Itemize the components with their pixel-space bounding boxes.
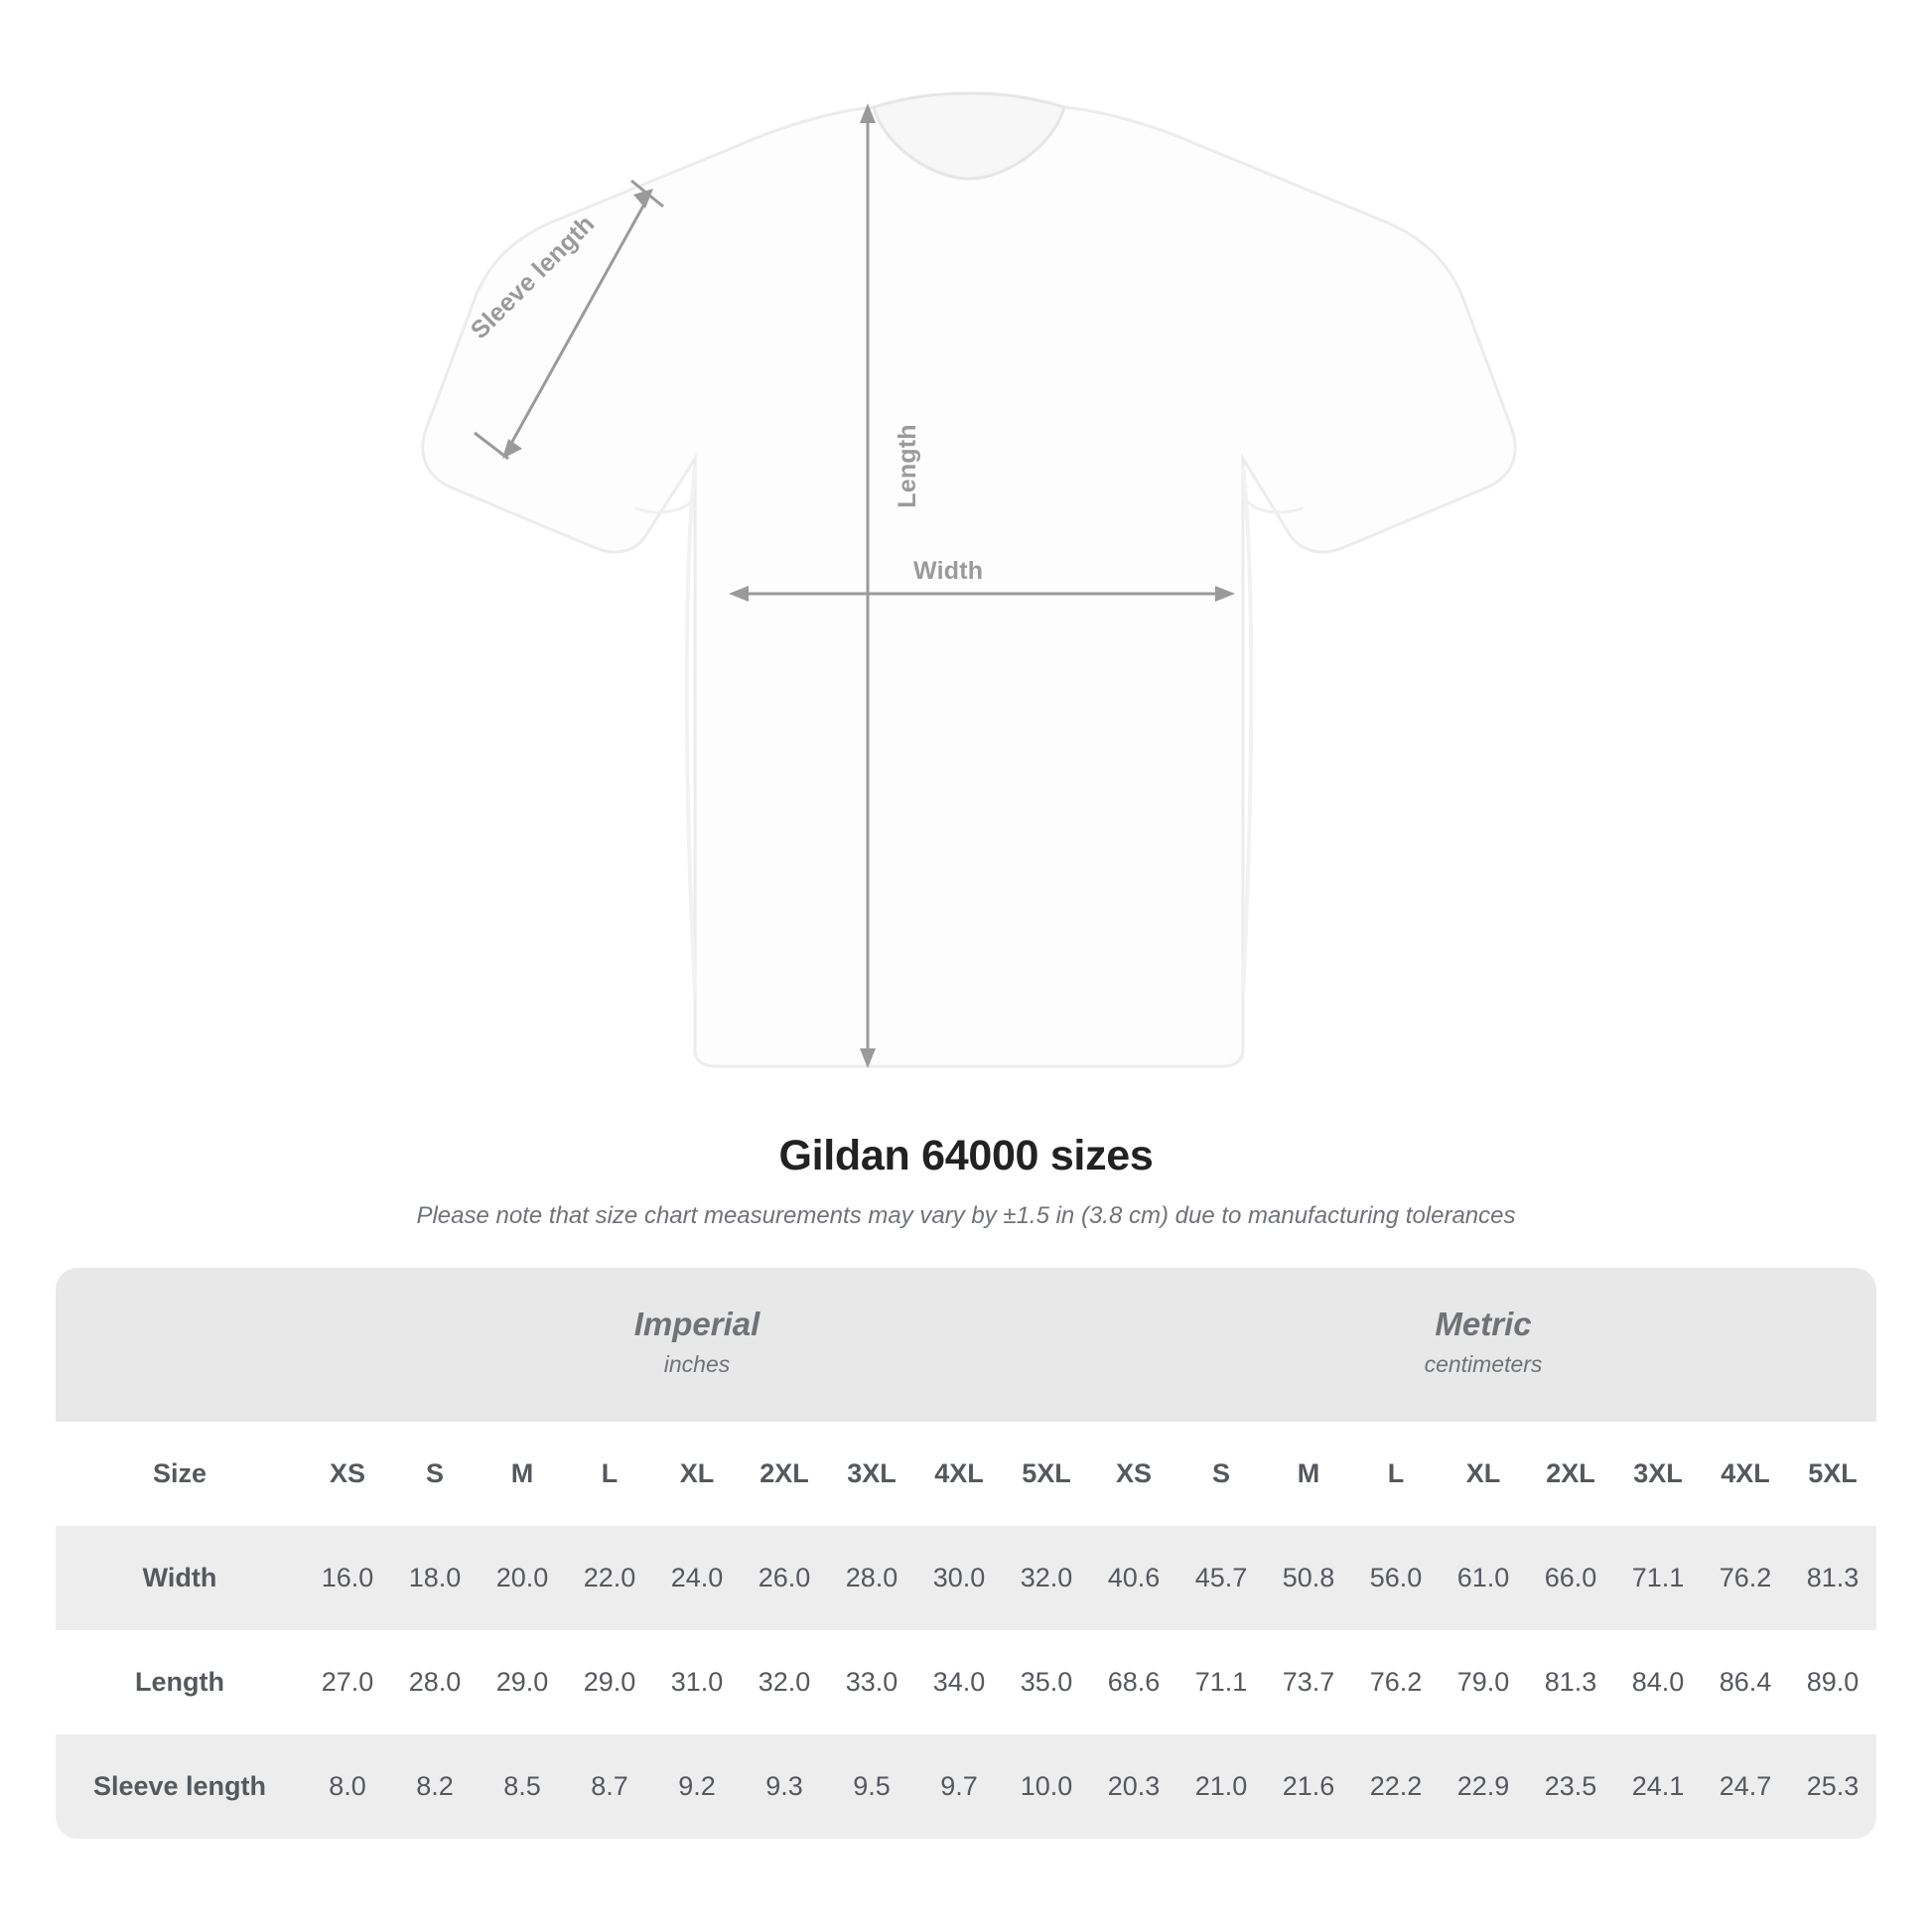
table-cell: 50.8 <box>1265 1526 1352 1630</box>
unit-sublabel: inches <box>663 1351 731 1378</box>
table-cell: 9.3 <box>741 1734 828 1839</box>
size-column-header: M <box>479 1422 566 1526</box>
table-row <box>56 1526 1876 1630</box>
table-cell: 61.0 <box>1440 1526 1527 1630</box>
size-table-container <box>56 1268 1876 1839</box>
table-cell: 33.0 <box>828 1630 915 1734</box>
table-cell: 8.5 <box>479 1734 566 1839</box>
table-cell: 29.0 <box>479 1630 566 1734</box>
table-cell: 34.0 <box>915 1630 1003 1734</box>
table-cell: 71.1 <box>1177 1630 1265 1734</box>
size-column-header: XL <box>1440 1422 1527 1526</box>
row-header-sleeve-length: Sleeve length <box>56 1734 304 1839</box>
size-column-header: 2XL <box>741 1422 828 1526</box>
table-cell: 71.1 <box>1614 1526 1702 1630</box>
table-cell: 28.0 <box>391 1630 479 1734</box>
table-cell: 9.7 <box>915 1734 1003 1839</box>
table-cell: 35.0 <box>1003 1630 1090 1734</box>
table-cell: 76.2 <box>1352 1630 1440 1734</box>
size-column-header: 3XL <box>1614 1422 1702 1526</box>
sleeve-length-label: Sleeve length <box>465 209 601 345</box>
tolerance-note: Please note that size chart measurements may vary by ±1.5 in (3.8 cm) due to manufacturing tolerances <box>416 1202 1516 1229</box>
table-cell: 40.6 <box>1090 1526 1177 1630</box>
size-column-header: 3XL <box>828 1422 915 1526</box>
table-row <box>56 1630 1876 1734</box>
unit-name: Imperial <box>633 1306 760 1343</box>
table-cell: 84.0 <box>1614 1630 1702 1734</box>
size-column-header: L <box>1352 1422 1440 1526</box>
table-cell: 20.0 <box>479 1526 566 1630</box>
size-header-row <box>56 1422 1876 1526</box>
table-cell: 32.0 <box>1003 1526 1090 1630</box>
table-cell: 66.0 <box>1527 1526 1614 1630</box>
size-table <box>56 1268 1876 1839</box>
row-header-length: Length <box>56 1630 304 1734</box>
table-cell: 68.6 <box>1090 1630 1177 1734</box>
table-cell: 21.6 <box>1265 1734 1352 1839</box>
table-cell: 28.0 <box>828 1526 915 1630</box>
unit-header-row <box>56 1268 1876 1422</box>
table-cell: 18.0 <box>391 1526 479 1630</box>
width-label: Width <box>913 557 984 585</box>
table-cell: 21.0 <box>1177 1734 1265 1839</box>
unit-sublabel: centimeters <box>1424 1351 1543 1378</box>
unit-header-metric <box>1090 1268 1876 1422</box>
table-cell: 24.1 <box>1614 1734 1702 1839</box>
size-column-header: XL <box>653 1422 741 1526</box>
table-cell: 30.0 <box>915 1526 1003 1630</box>
table-cell: 89.0 <box>1789 1630 1876 1734</box>
table-cell: 29.0 <box>566 1630 653 1734</box>
table-cell: 32.0 <box>741 1630 828 1734</box>
size-column-header: XS <box>1090 1422 1177 1526</box>
table-cell: 22.2 <box>1352 1734 1440 1839</box>
table-cell: 20.3 <box>1090 1734 1177 1839</box>
size-column-header: S <box>1177 1422 1265 1526</box>
row-header-width: Width <box>56 1526 304 1630</box>
size-column-header: 5XL <box>1003 1422 1090 1526</box>
size-column-header: 2XL <box>1527 1422 1614 1526</box>
table-cell: 24.0 <box>653 1526 741 1630</box>
table-cell: 26.0 <box>741 1526 828 1630</box>
unit-header-imperial <box>304 1268 1090 1422</box>
table-cell: 86.4 <box>1702 1630 1789 1734</box>
size-column-header: XS <box>304 1422 391 1526</box>
size-column-header: 4XL <box>1702 1422 1789 1526</box>
table-cell: 56.0 <box>1352 1526 1440 1630</box>
table-cell: 16.0 <box>304 1526 391 1630</box>
table-row <box>56 1734 1876 1839</box>
table-cell: 45.7 <box>1177 1526 1265 1630</box>
size-row-header: Size <box>56 1422 304 1526</box>
unit-row-spacer <box>56 1268 304 1422</box>
table-cell: 27.0 <box>304 1630 391 1734</box>
table-cell: 25.3 <box>1789 1734 1876 1839</box>
table-cell: 31.0 <box>653 1630 741 1734</box>
table-cell: 24.7 <box>1702 1734 1789 1839</box>
page-title: Gildan 64000 sizes <box>778 1132 1154 1179</box>
table-cell: 81.3 <box>1527 1630 1614 1734</box>
table-cell: 81.3 <box>1789 1526 1876 1630</box>
table-cell: 8.7 <box>566 1734 653 1839</box>
table-cell: 8.2 <box>391 1734 479 1839</box>
size-column-header: M <box>1265 1422 1352 1526</box>
table-cell: 9.2 <box>653 1734 741 1839</box>
table-cell: 9.5 <box>828 1734 915 1839</box>
size-column-header: 4XL <box>915 1422 1003 1526</box>
unit-name: Metric <box>1435 1306 1532 1343</box>
table-cell: 79.0 <box>1440 1630 1527 1734</box>
chart-heading <box>0 1132 1932 1230</box>
table-cell: 73.7 <box>1265 1630 1352 1734</box>
table-cell: 76.2 <box>1702 1526 1789 1630</box>
table-cell: 8.0 <box>304 1734 391 1839</box>
size-column-header: L <box>566 1422 653 1526</box>
size-column-header: S <box>391 1422 479 1526</box>
size-column-header: 5XL <box>1789 1422 1876 1526</box>
table-cell: 10.0 <box>1003 1734 1090 1839</box>
table-cell: 22.9 <box>1440 1734 1527 1839</box>
table-cell: 23.5 <box>1527 1734 1614 1839</box>
table-cell: 22.0 <box>566 1526 653 1630</box>
length-label: Length <box>893 424 921 508</box>
